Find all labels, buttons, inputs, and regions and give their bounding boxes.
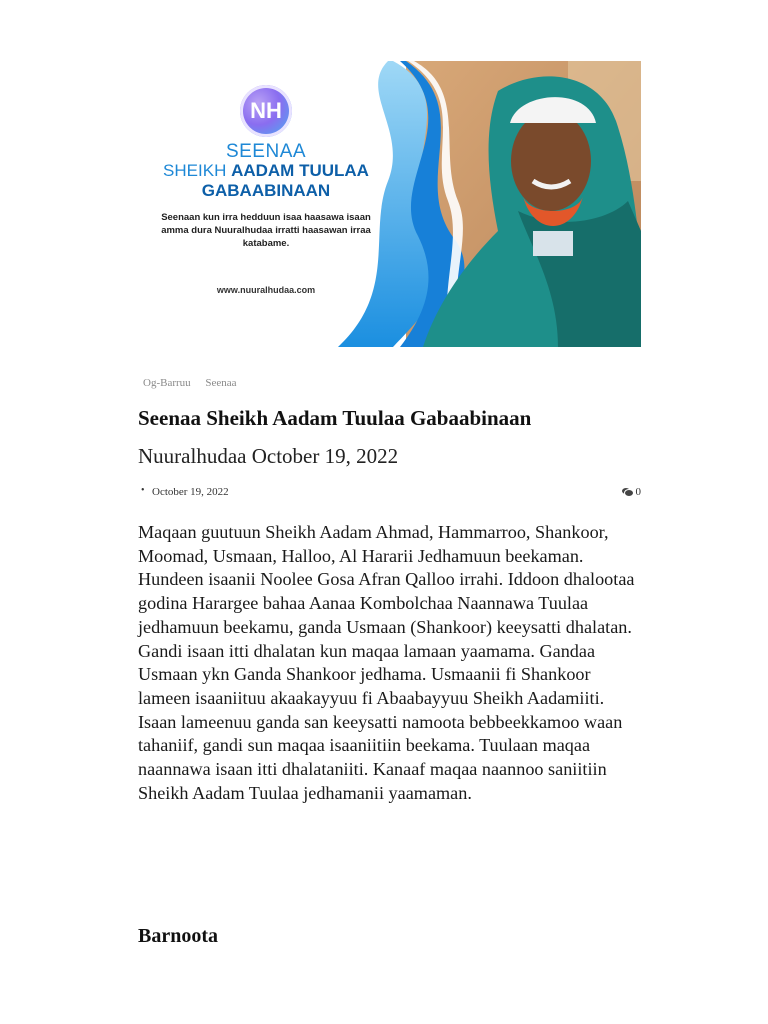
banner-graphic (138, 61, 641, 347)
featured-image-banner (138, 61, 641, 347)
bullet-icon: • (141, 485, 145, 496)
post-body-paragraph: Maqaan guutuun Sheikh Aadam Ahmad, Hammarroo, Shankoor, Moomad, Usmaan, Halloo, Al Hararii Jedhamuun beekaman. Hundeen isaanii Noolee Gosa Afran Qalloo irrahi. Iddoon dhalootaa godina Harargee bahaa Aanaa Kombolchaa Naannawa Tuulaa jedhamuun beekamu, ganda Usmaan (Shankoor) keeysatti dhalatan. Gandi isaan itti dhalatan kun maqaa lamaan yaamama. Gandaa Usmaan ykn Ganda Shankoor jedhama. Usmaanii fi Shankoor lameen isaaniituu akaakayyuu fi Abaabayyuu Sheikh Aadamiiti. Isaan lameenuu ganda san keeysatti namoota bebbeekkamoo waan tahaniif, gandi sun maqaa isaaniitiin beekama. Tuulaan maqaa naannawa isaan itti dhalataniiti. Kanaaf maqaa naannoo saniitiin Sheikh Aadam Tuulaa jedhamanii yaamaman. (138, 522, 635, 803)
comment-count: 0 (635, 486, 641, 498)
banner-url: www.nuuralhudaa.com (216, 285, 316, 295)
banner-description: Seenaan kun irra hedduun isaa haasawa isaan amma dura Nuuralhudaa irratti haasawan irraa katabame. (161, 212, 371, 249)
banner-title-line3: GABAABINAAN (201, 181, 331, 200)
category-link-seenaa[interactable]: Seenaa (205, 377, 237, 389)
banner-title-line2 (138, 161, 394, 181)
banner-title-line2-bold: AADAM TUULAA (231, 161, 369, 180)
post-categories (143, 377, 249, 389)
post-meta (138, 485, 641, 501)
comments-link[interactable] (622, 486, 642, 498)
comments-icon (622, 488, 633, 497)
post-byline: Nuuralhudaa October 19, 2022 (138, 444, 399, 468)
category-link-og-barruu[interactable]: Og-Barruu (143, 377, 191, 389)
section-heading-barnoota: Barnoota (138, 925, 218, 947)
nuuralhudaa-logo (240, 85, 292, 137)
post-date[interactable]: October 19, 2022 (152, 486, 229, 498)
post-title: Seenaa Sheikh Aadam Tuulaa Gabaabinaan (138, 406, 532, 430)
logo-text: NH (250, 98, 282, 123)
banner-title-line1: SEENAA (225, 141, 307, 162)
banner-title-line2-prefix: SHEIKH (163, 161, 232, 180)
